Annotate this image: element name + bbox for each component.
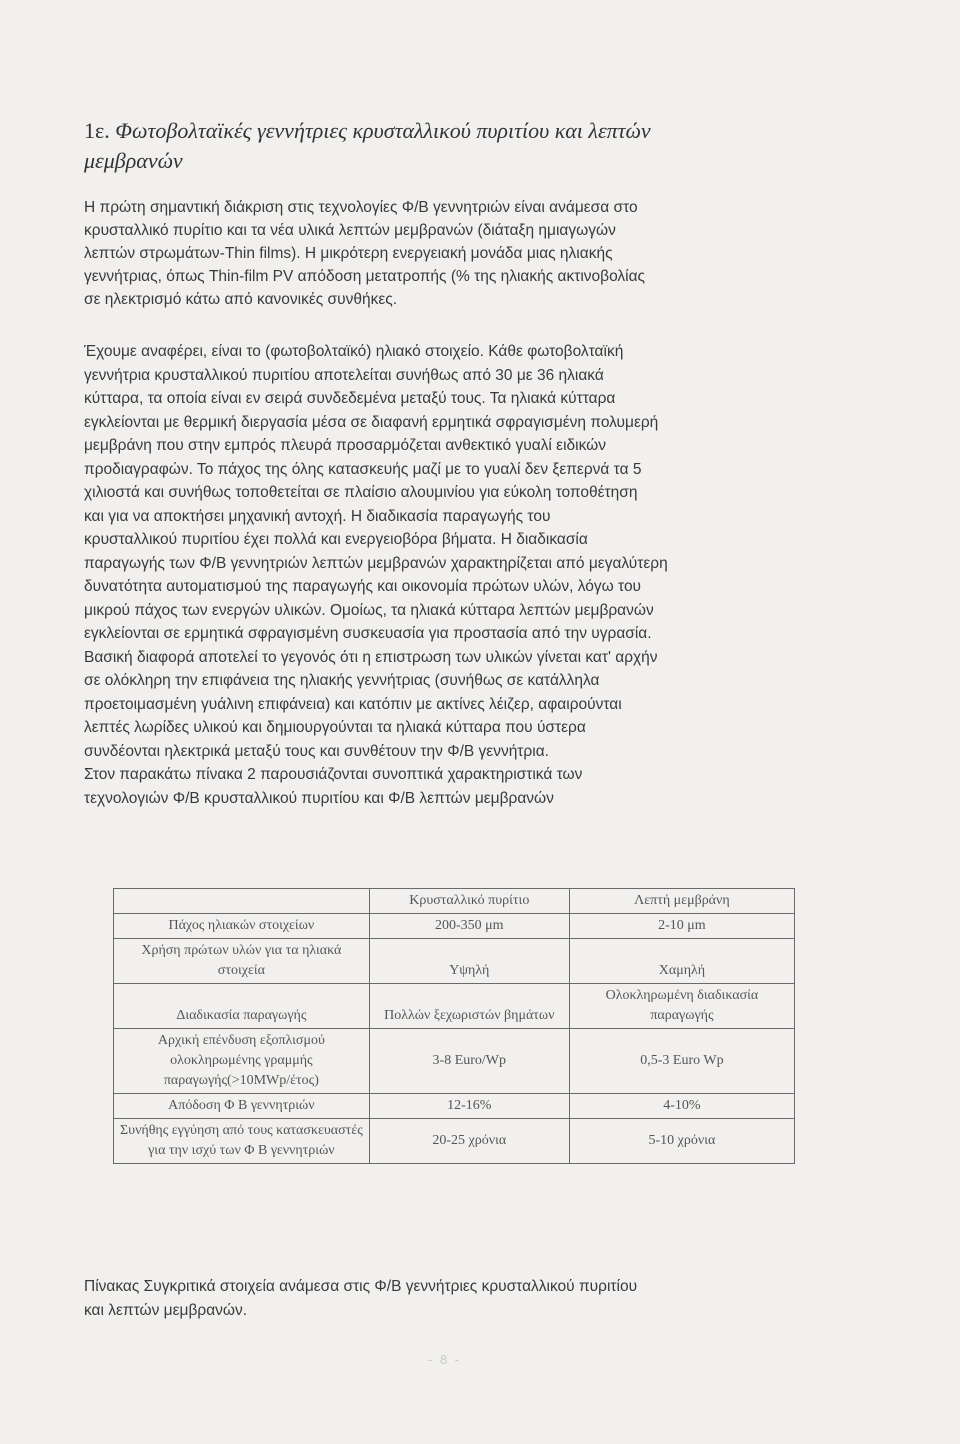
- body-line: κύτταρα, τα οποία είναι εν σειρά συνδεδεμένα μεταξύ τους. Τα ηλιακά κύτταρα: [84, 390, 616, 407]
- table-header-row: [114, 889, 795, 914]
- intro-line: Η πρώτη σημαντική διάκριση στις τεχνολογίες Φ/Β γεννητριών είναι ανάμεσα στο: [84, 199, 638, 216]
- body-line: δυνατότητα αυτοματισμού της παραγωγής και οικονομία πρώτων υλών, λόγω του: [84, 578, 642, 595]
- body-line: Στον παρακάτω πίνακα 2 παρουσιάζονται συνοπτικά χαρακτηριστικά των: [84, 766, 583, 783]
- body-line: Έχουμε αναφέρει, είναι το (φωτοβολταϊκό) ηλιακό στοιχείο. Κάθε φωτοβολταϊκή: [84, 343, 624, 360]
- table-row: [114, 939, 795, 984]
- body-line: Βασική διαφορά αποτελεί το γεγονός ότι η επιστρωση των υλικών γίνεται κατ' αρχήν: [84, 648, 658, 666]
- section-title-line1: Φωτοβολταϊκές γεννήτριες κρυσταλλικού πυριτίου και λεπτών: [115, 118, 651, 143]
- table-caption: [84, 1275, 864, 1323]
- table-row: [114, 914, 795, 939]
- intro-line: κρυσταλλικό πυρίτιο και τα νέα υλικά λεπτών μεμβρανών (διάταξη ημιαγωγών: [84, 222, 616, 239]
- table-cell: 3-8 Euro/Wp: [369, 1029, 569, 1094]
- table-cell: Χρήση πρώτων υλών για τα ηλιακά στοιχεία: [114, 939, 370, 984]
- table-cell: Υψηλή: [369, 939, 569, 984]
- section-number: 1ε.: [84, 118, 110, 143]
- body-line: εγκλείονται σε ερμητικά σφραγισμένη συσκευασία για προστασία από την υγρασία.: [84, 625, 652, 642]
- body-line: παραγωγής των Φ/Β γεννητριών λεπτών μεμβρανών χαρακτηρίζεται από μεγαλύτερη: [84, 554, 668, 572]
- table-cell: 20-25 χρόνια: [369, 1119, 569, 1164]
- table-cell: Ολοκληρωμένη διαδικασία παραγωγής: [569, 984, 794, 1029]
- body-line: γεννήτρια κρυσταλλικού πυριτίου αποτελείται συνήθως από 30 με 36 ηλιακά: [84, 366, 604, 384]
- body-line: σε ολόκληρη την επιφάνεια της ηλιακής γεννήτριας (συνήθως σε κατάλληλα: [84, 672, 600, 689]
- table-header-cell: Λεπτή μεμβράνη: [569, 889, 794, 914]
- table-cell: Απόδοση Φ Β γεννητριών: [114, 1094, 370, 1119]
- table-row: [114, 1094, 795, 1119]
- table-cell: Συνήθης εγγύηση από τους κατασκευαστές για την ισχύ των Φ Β γεννητριών: [114, 1119, 370, 1164]
- table-cell: 0,5-3 Euro Wp: [569, 1029, 794, 1094]
- table-cell: 200-350 μm: [369, 914, 569, 939]
- table-cell: Αρχική επένδυση εξοπλισμού ολοκληρωμένης γραμμής παραγωγής(>10MWp/έτος): [114, 1029, 370, 1094]
- table-cell: Πάχος ηλιακών στοιχείων: [114, 914, 370, 939]
- table-cell: Χαμηλή: [569, 939, 794, 984]
- intro-line: γεννήτριας, όπως Thin-film PV απόδοση μετατροπής (% της ηλιακής ακτινοβολίας: [84, 268, 646, 285]
- body-line: και για να αποκτήσει μηχανική αντοχή. Η διαδικασία παραγωγής του: [84, 507, 551, 525]
- table-row: [114, 1119, 795, 1164]
- table-cell: Πολλών ξεχωριστών βημάτων: [369, 984, 569, 1029]
- body-line: εγκλείονται με θερμική διεργασία μέσα σε διαφανή ερμητικά σφραγισμένη πολυμερή: [84, 413, 659, 431]
- body-line: μικρού πάχος των ενεργών υλικών. Ομοίως, τα ηλιακά κύτταρα λεπτών μεμβρανών: [84, 601, 654, 619]
- table-header-cell: Κρυσταλλικό πυρίτιο: [369, 889, 569, 914]
- table-header-cell: [114, 889, 370, 914]
- intro-paragraph: [84, 196, 814, 311]
- body-line: μεμβράνη που στην εμπρός πλευρά προσαρμόζεται ανθεκτικό γυαλί ειδικών: [84, 437, 607, 454]
- table-row: [114, 1029, 795, 1094]
- table-cell: 2-10 μm: [569, 914, 794, 939]
- body-line: συνδέονται ηλεκτρικά μεταξύ τους και συνθέτουν την Φ/Β γεννήτρια.: [84, 742, 549, 760]
- intro-line: λεπτών στρωμάτων-Thin films). Η μικρότερη ενεργειακή μονάδα μιας ηλιακής: [84, 245, 613, 262]
- table-row: [114, 984, 795, 1029]
- caption-line2: και λεπτών μεμβρανών.: [84, 1302, 248, 1319]
- body-line: κρυσταλλικού πυριτίου έχει πολλά και ενεργειοβόρα βήματα. Η διαδικασία: [84, 531, 588, 548]
- table-cell: Διαδικασία παραγωγής: [114, 984, 370, 1029]
- body-line: χιλιοστά και συνήθως τοποθετείται σε πλαίσιο αλουμινίου για εύκολη τοποθέτηση: [84, 484, 638, 501]
- table-cell: 4-10%: [569, 1094, 794, 1119]
- body-line: προετοιμασμένη γυάλινη επιφάνεια) και κατόπιν με ακτίνες λέιζερ, αφαιρούνται: [84, 695, 622, 713]
- body-line: τεχνολογιών Φ/Β κρυσταλλικού πυριτίου και Φ/Β λεπτών μεμβρανών: [84, 789, 554, 807]
- body-paragraph: [84, 340, 814, 810]
- section-heading: [84, 116, 844, 176]
- caption-line1: Πίνακας Συγκριτικά στοιχεία ανάμεσα στις Φ/Β γεννήτριες κρυσταλλικού πυριτίου: [84, 1278, 638, 1295]
- intro-line: σε ηλεκτρισμό κάτω από κανονικές συνθήκες.: [84, 291, 398, 308]
- section-title-line2: μεμβρανών: [84, 148, 183, 173]
- page-number: - 8 -: [428, 1352, 462, 1367]
- table-cell: 12-16%: [369, 1094, 569, 1119]
- comparison-table: [113, 888, 795, 1164]
- body-line: λεπτές λωρίδες υλικού και δημιουργούνται τα ηλιακά κύτταρα που ύστερα: [84, 719, 586, 736]
- body-line: προδιαγραφών. Το πάχος της όλης κατασκευής μαζί με το γυαλί δεν ξεπερνά τα 5: [84, 460, 642, 478]
- table-cell: 5-10 χρόνια: [569, 1119, 794, 1164]
